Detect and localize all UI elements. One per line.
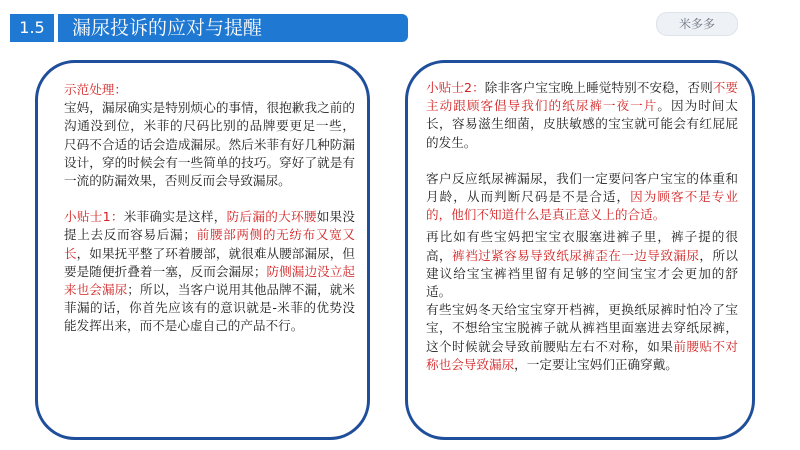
paragraph-text: 客户反应纸尿裤漏尿，我们一定要问客户宝宝的体重和月龄，从而判断尺码是不是合适， [426,170,738,205]
left-panel [35,60,370,440]
paragraph-text: 有些宝妈冬天给宝宝穿开档裤，更换纸尿裤时怕冷了宝宝，不想给宝宝脱裤子就从裤裆里面塞进去穿纸尿裤，这个时候就会导致前腰贴左右不对称，如果 [426,302,738,354]
open-crotch-paragraph [426,301,738,374]
example-heading: 示范处理： [64,82,127,97]
paragraph-highlight: 裤裆过紧容易导致纸尿裤歪在一边导致漏尿 [452,247,700,263]
tip1-label: 小贴士1： [64,209,124,225]
slide-header [0,0,800,50]
slide-title: 漏尿投诉的应对与提醒 [58,14,408,42]
tight-crotch-paragraph [426,228,738,301]
tip1-text: 米菲确实是这样， [123,209,227,225]
tip1-highlight: 前腰部两侧的无纺布又宽又长 [64,227,356,261]
paragraph-text: 再比如有些宝妈把宝宝衣服塞进裤子里，裤子提的很高， [426,229,738,263]
tip2-highlight: 不要主动跟顾客倡导我们的纸尿裤一夜一片 [426,80,739,114]
example-body: 宝妈，漏尿确实是特别烦心的事情，很抱歉我之前的沟通没到位，米菲的尺码比别的品牌要更足一些， 尺码不合适的话会造成漏尿。然后米菲有好几种防漏设计，穿的时候会有一些简单的技巧。穿好了就是有一流的防漏效果，否则反而会导致漏尿。 [64,100,355,189]
tip1-text: 如果没提上去反而容易后漏； [64,209,356,243]
brand-logo: 米多多 [656,12,738,36]
tip2-label: 小贴士2： [426,80,485,95]
example-section [64,81,355,190]
tip2-section [426,79,738,152]
spacer [64,190,355,208]
paragraph-text: ，所以建议给宝宝裤裆里留有足够的空间宝宝才会更加的舒适。 [426,247,739,300]
paragraph-text: ，一定要让宝妈们正确穿戴。 [514,356,678,372]
spacer [426,152,738,170]
tip1-section [64,208,355,335]
tip2-text: 。因为时间太长，容易滋生细菌，皮肤敏感的宝宝就可能会有红屁屁的发生。 [426,98,738,150]
tip2-text: 除非客户宝宝晚上睡觉特别不安稳，否则 [484,80,713,95]
paragraph-highlight: 前腰贴不对称也会导致漏尿 [426,338,739,372]
right-panel [405,60,755,440]
tip1-highlight: 防侧漏边没立起来也会漏尿 [64,263,356,298]
size-paragraph [426,170,738,225]
section-number: 1.5 [10,14,54,42]
tip1-text: ；所以，当客户说用其他品牌不漏，就米菲漏的话，你首先应该有的意识就是-米菲的优势没能发挥出来，而不是心虚自己的产品不行。 [64,282,356,334]
paragraph-highlight: 因为顾客不是专业的，他们不知道什么是真正意义上的合适。 [426,189,738,223]
tip1-highlight: 防后漏的大环腰 [226,209,317,225]
tip1-text: ，如果抚平整了环着腰部，就很难从腰部漏尿，但要是随便折叠着一塞，反而会漏尿； [64,245,356,279]
